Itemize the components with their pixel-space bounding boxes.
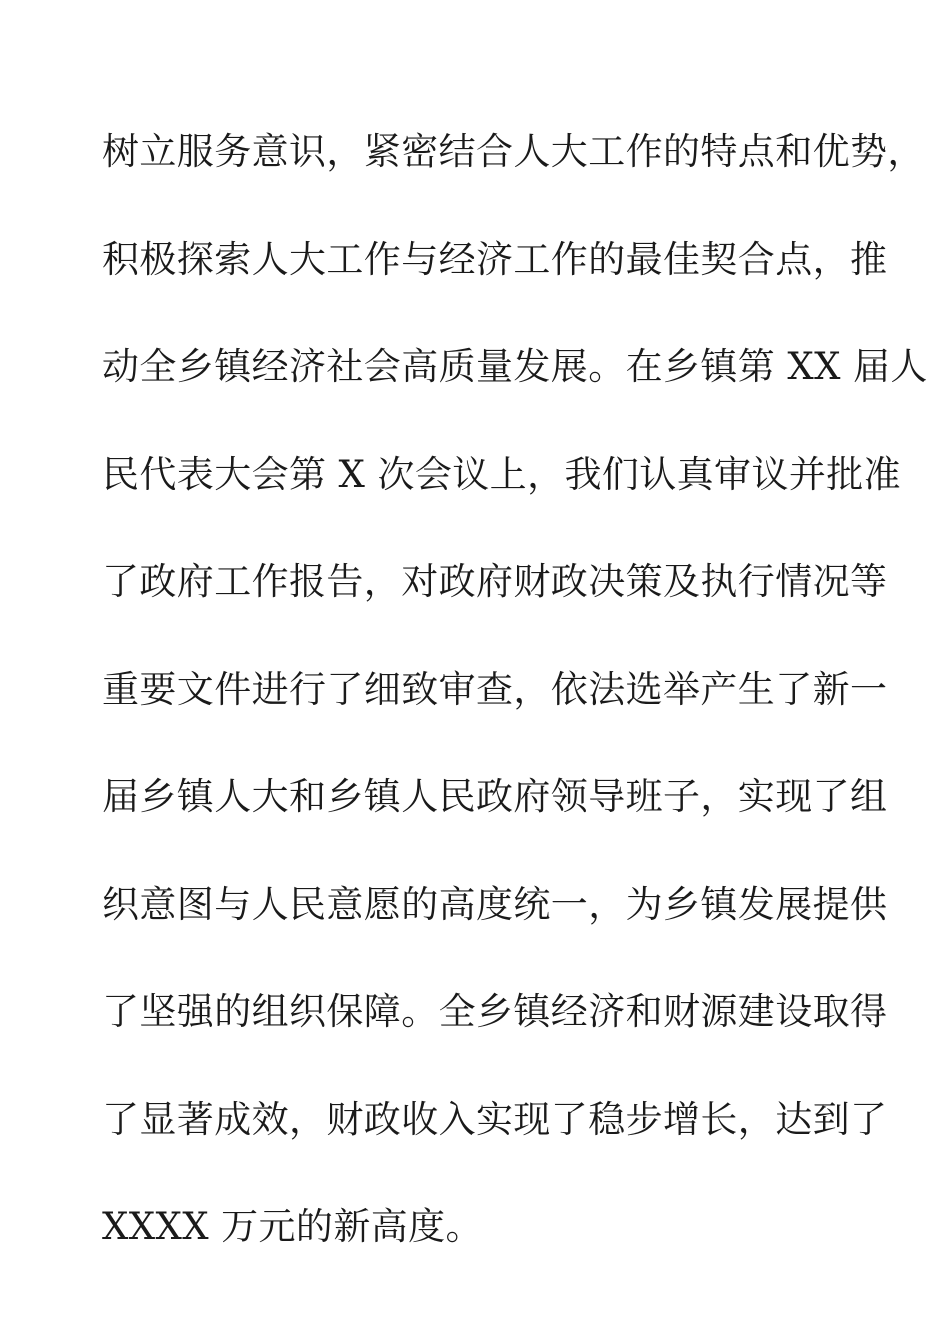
text-line: 届乡镇人大和乡镇人民政府领导班子，实现了组	[102, 775, 888, 818]
text-line: 重要文件进行了细致审查，依法选举产生了新一	[102, 667, 888, 711]
text-line: XXXX 万元的新高度。	[102, 1205, 483, 1248]
text-line: 了显著成效，财政收入实现了稳步增长，达到了	[102, 1097, 888, 1141]
text-line: 动全乡镇经济社会高质量发展。在乡镇第 XX 届人	[102, 345, 928, 388]
text-line: 了政府工作报告，对政府财政决策及执行情况等	[102, 560, 888, 603]
body-paragraph	[102, 126, 928, 1309]
text-line: 织意图与人民意愿的高度统一，为乡镇发展提供	[102, 882, 888, 926]
text-line: 民代表大会第 X 次会议上，我们认真审议并批准	[102, 452, 902, 496]
text-line: 了坚强的组织保障。全乡镇经济和财源建设取得	[102, 990, 888, 1033]
text-line: 积极探索人大工作与经济工作的最佳契合点，推	[102, 237, 888, 281]
text-line: 树立服务意识，紧密结合人大工作的特点和优势，	[102, 130, 925, 173]
